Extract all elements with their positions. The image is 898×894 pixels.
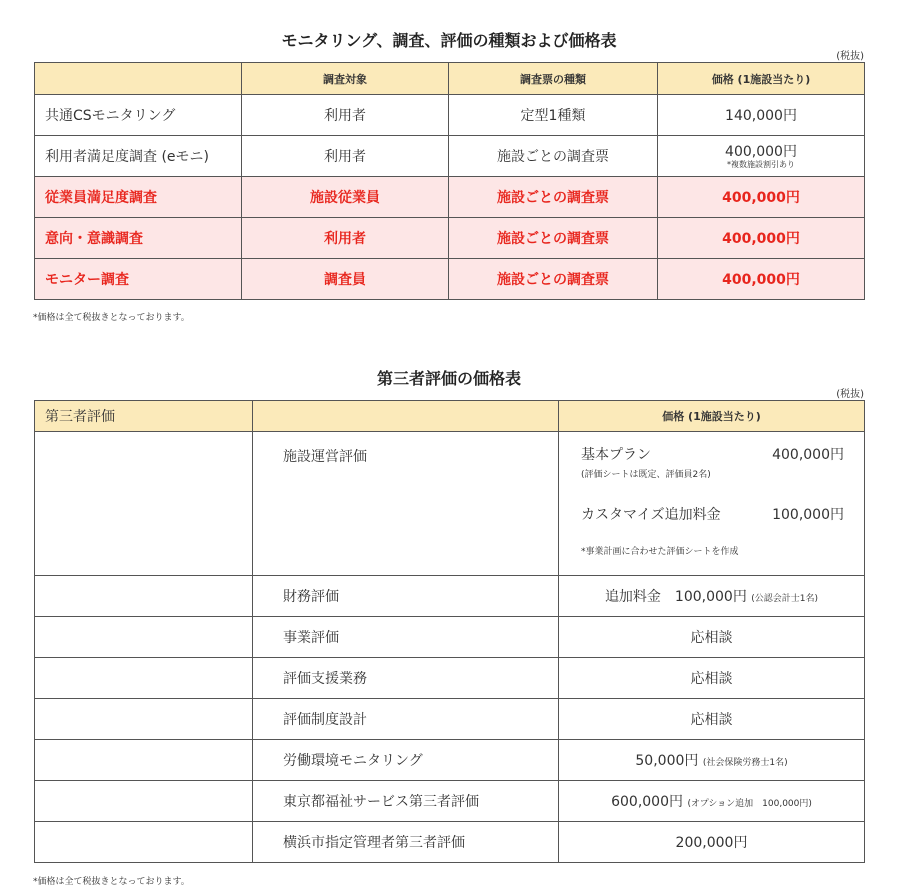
table-row xyxy=(35,95,865,136)
evaluation-price: 50,000円 xyxy=(635,753,699,769)
header-cell xyxy=(35,63,242,95)
evaluation-price: 600,000円 xyxy=(611,794,683,810)
survey-price: 400,000円 xyxy=(658,177,865,218)
header-cell-empty xyxy=(253,401,559,432)
evaluation-price: 応相談 xyxy=(559,699,865,740)
basic-plan-price: 400,000円 xyxy=(772,447,844,463)
evaluation-name: 施設運営評価 xyxy=(253,432,559,576)
survey-price-cell xyxy=(658,136,865,177)
evaluation-name: 財務評価 xyxy=(253,576,559,617)
survey-name: モニター調査 xyxy=(35,259,242,300)
table-row xyxy=(35,699,865,740)
discount-note: *複数施設割引あり xyxy=(727,159,795,169)
survey-form: 施設ごとの調査票 xyxy=(449,218,658,259)
table1-tax-note: (税抜) xyxy=(836,51,864,62)
table-row xyxy=(35,576,865,617)
table2-title: 第三者評価の価格表 xyxy=(376,369,521,388)
evaluation-price: 応相談 xyxy=(559,617,865,658)
evaluation-price-table xyxy=(34,400,865,863)
custom-fee-price: 100,000円 xyxy=(772,507,844,523)
header-cell: 価格 (1施設当たり) xyxy=(658,63,865,95)
survey-form: 施設ごとの調査票 xyxy=(449,136,658,177)
table1-title: モニタリング、調査、評価の種類および価格表 xyxy=(281,31,617,50)
table-row xyxy=(35,740,865,781)
evaluation-price: 応相談 xyxy=(559,658,865,699)
evaluation-name: 東京都福祉サービス第三者評価 xyxy=(253,781,559,822)
survey-name: 共通CSモニタリング xyxy=(35,95,242,136)
header-cell: 第三者評価 xyxy=(35,401,253,432)
empty-cell xyxy=(35,432,253,576)
table-row xyxy=(35,617,865,658)
table-header-row xyxy=(35,63,865,95)
survey-name: 利用者満足度調査 (eモニ) xyxy=(35,136,242,177)
survey-form: 定型1種類 xyxy=(449,95,658,136)
price-note: (公認会計士1名) xyxy=(751,594,819,604)
table-row xyxy=(35,781,865,822)
evaluation-name: 事業評価 xyxy=(253,617,559,658)
survey-form: 施設ごとの調査票 xyxy=(449,177,658,218)
header-cell: 価格 (1施設当たり) xyxy=(559,401,865,432)
survey-price: 400,000円 xyxy=(725,143,797,160)
survey-name: 従業員満足度調査 xyxy=(35,177,242,218)
table-row xyxy=(35,432,865,576)
empty-cell xyxy=(35,740,253,781)
custom-fee-label: カスタマイズ追加料金 xyxy=(581,507,721,523)
table-row xyxy=(35,822,865,863)
evaluation-price-cell xyxy=(559,576,865,617)
survey-name: 意向・意識調査 xyxy=(35,218,242,259)
table2-tax-note: (税抜) xyxy=(836,389,864,400)
survey-price: 400,000円 xyxy=(658,259,865,300)
survey-price: 140,000円 xyxy=(658,95,865,136)
price-note: (社会保険労務士1名) xyxy=(702,758,788,768)
survey-price-table xyxy=(34,62,865,300)
table-row xyxy=(35,177,865,218)
evaluation-price-cell xyxy=(559,781,865,822)
price-note: (オプション追加 100,000円) xyxy=(687,799,812,809)
survey-target: 施設従業員 xyxy=(242,177,449,218)
custom-fee-note: *事業計画に合わせた評価シートを作成 xyxy=(581,547,739,557)
plan-cell xyxy=(559,432,865,576)
table-row xyxy=(35,658,865,699)
evaluation-price: 追加料金 100,000円 xyxy=(604,589,747,605)
survey-price: 400,000円 xyxy=(658,218,865,259)
evaluation-name: 評価制度設計 xyxy=(253,699,559,740)
evaluation-price: 200,000円 xyxy=(559,822,865,863)
header-cell: 調査票の種類 xyxy=(449,63,658,95)
table-row xyxy=(35,259,865,300)
table-row xyxy=(35,218,865,259)
empty-cell xyxy=(35,822,253,863)
empty-cell xyxy=(35,617,253,658)
evaluation-name: 労働環境モニタリング xyxy=(253,740,559,781)
survey-form: 施設ごとの調査票 xyxy=(449,259,658,300)
empty-cell xyxy=(35,576,253,617)
basic-plan-note: (評価シートは既定、評価員2名) xyxy=(581,470,711,480)
evaluation-name: 横浜市指定管理者第三者評価 xyxy=(253,822,559,863)
basic-plan-label: 基本プラン xyxy=(581,447,651,463)
table2-footnote: *価格は全て税抜きとなっております。 xyxy=(33,877,190,887)
table1-footnote: *価格は全て税抜きとなっております。 xyxy=(33,313,190,323)
survey-target: 利用者 xyxy=(242,136,449,177)
empty-cell xyxy=(35,699,253,740)
survey-target: 利用者 xyxy=(242,95,449,136)
evaluation-name: 評価支援業務 xyxy=(253,658,559,699)
empty-cell xyxy=(35,658,253,699)
survey-target: 利用者 xyxy=(242,218,449,259)
header-cell: 調査対象 xyxy=(242,63,449,95)
table-row xyxy=(35,136,865,177)
survey-target: 調査員 xyxy=(242,259,449,300)
table-header-row xyxy=(35,401,865,432)
evaluation-price-cell xyxy=(559,740,865,781)
empty-cell xyxy=(35,781,253,822)
